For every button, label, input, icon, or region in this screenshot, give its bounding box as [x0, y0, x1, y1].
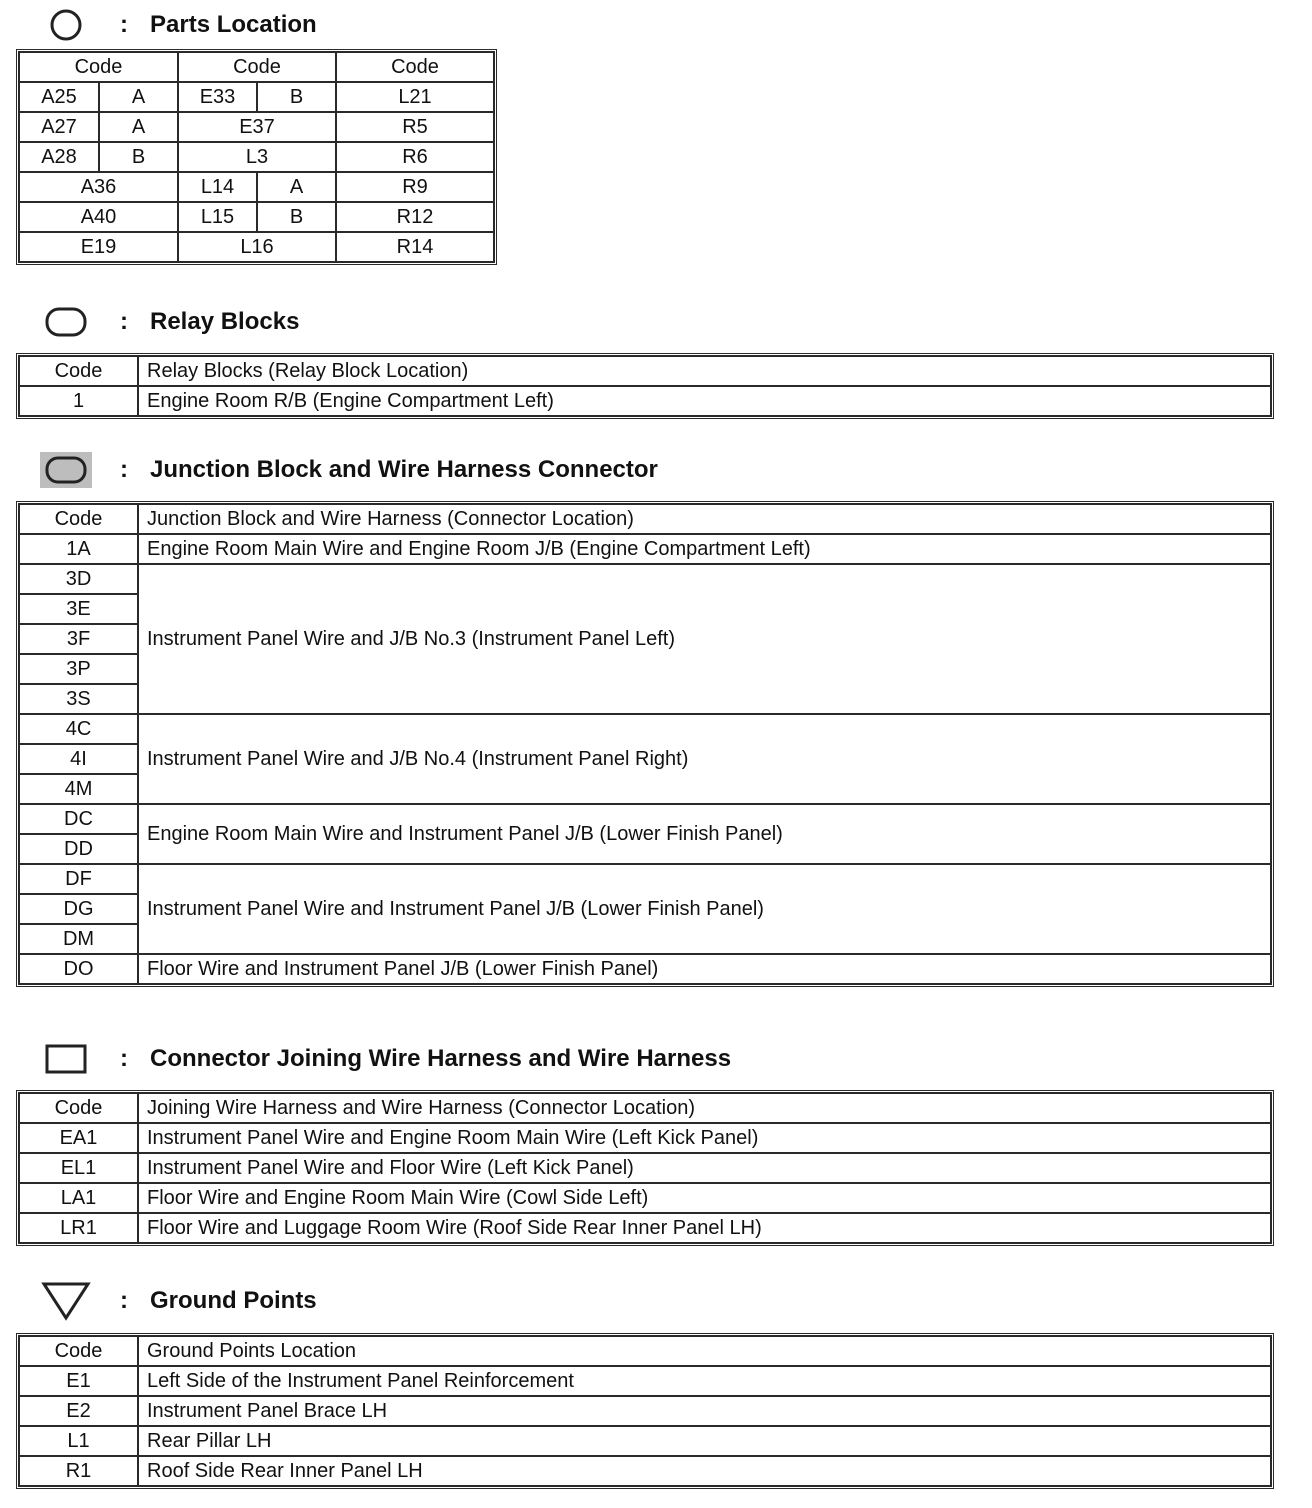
- code-cell: E33: [178, 82, 257, 112]
- code-cell: A40: [19, 202, 178, 232]
- colon: :: [120, 11, 128, 38]
- code-cell: A25: [19, 82, 99, 112]
- code-cell: 3F: [19, 624, 138, 654]
- code-cell: 3S: [19, 684, 138, 714]
- code-cell: B: [257, 202, 336, 232]
- code-cell: DF: [19, 864, 138, 894]
- table-row: [19, 1123, 1271, 1153]
- parts-location-table: [18, 51, 495, 263]
- code-cell: 1A: [19, 534, 138, 564]
- code-cell: 3D: [19, 564, 138, 594]
- location-cell: Floor Wire and Instrument Panel J/B (Lower Finish Panel): [138, 954, 1271, 984]
- location-cell: Instrument Panel Wire and J/B No.4 (Instrument Panel Right): [138, 714, 1271, 804]
- code-cell: L15: [178, 202, 257, 232]
- location-cell: Floor Wire and Luggage Room Wire (Roof Side Rear Inner Panel LH): [138, 1213, 1271, 1243]
- table-row: [19, 82, 494, 112]
- header-cell: Code: [19, 356, 138, 386]
- header-cell: Code: [19, 504, 138, 534]
- table-row: [19, 386, 1271, 416]
- colon: :: [120, 1045, 128, 1072]
- header-cell: Relay Blocks (Relay Block Location): [138, 356, 1271, 386]
- colon: :: [120, 308, 128, 335]
- code-cell: R14: [336, 232, 494, 262]
- table-header-row: [19, 356, 1271, 386]
- location-cell: Instrument Panel Wire and Floor Wire (Left Kick Panel): [138, 1153, 1271, 1183]
- location-cell: Floor Wire and Engine Room Main Wire (Cowl Side Left): [138, 1183, 1271, 1213]
- code-cell: EA1: [19, 1123, 138, 1153]
- connector-joining-table: [18, 1092, 1272, 1244]
- location-cell: Instrument Panel Wire and J/B No.3 (Instrument Panel Left): [138, 564, 1271, 714]
- header-cell: Code: [19, 1093, 138, 1123]
- table-row: [19, 1183, 1271, 1213]
- code-cell: E19: [19, 232, 178, 262]
- code-cell: LR1: [19, 1213, 138, 1243]
- table-row: [19, 1396, 1271, 1426]
- table-row: [19, 142, 494, 172]
- section-title: Ground Points: [150, 1287, 317, 1314]
- code-cell: L16: [178, 232, 336, 262]
- code-cell: R5: [336, 112, 494, 142]
- code-cell: 4M: [19, 774, 138, 804]
- code-cell: 1: [19, 386, 138, 416]
- code-cell: B: [99, 142, 178, 172]
- code-cell: A36: [19, 172, 178, 202]
- table-row: [19, 1366, 1271, 1396]
- ground-points-table: [18, 1335, 1272, 1487]
- ground-points-header: [0, 1281, 900, 1321]
- table-row: [19, 804, 1271, 834]
- table-header-row: [19, 504, 1271, 534]
- relay-blocks-header: [0, 302, 900, 342]
- connector-joining-header: [0, 1039, 900, 1079]
- code-cell: L1: [19, 1426, 138, 1456]
- table-row: [19, 864, 1271, 894]
- header-cell: Junction Block and Wire Harness (Connector Location): [138, 504, 1271, 534]
- location-cell: Left Side of the Instrument Panel Reinforcement: [138, 1366, 1271, 1396]
- colon: :: [120, 1287, 128, 1314]
- junction-block-header: [0, 450, 900, 490]
- header-cell: Code: [19, 1336, 138, 1366]
- code-cell: 4C: [19, 714, 138, 744]
- table-header-row: [19, 1093, 1271, 1123]
- table-row: [19, 564, 1271, 594]
- header-cell: Joining Wire Harness and Wire Harness (Connector Location): [138, 1093, 1271, 1123]
- table-row: [19, 534, 1271, 564]
- code-cell: R1: [19, 1456, 138, 1486]
- table-row: [19, 232, 494, 262]
- code-cell: L14: [178, 172, 257, 202]
- code-cell: 3P: [19, 654, 138, 684]
- table-row: [19, 1456, 1271, 1486]
- relay-blocks-table: [18, 355, 1272, 417]
- header-cell: Code: [19, 52, 178, 82]
- location-cell: Engine Room R/B (Engine Compartment Left): [138, 386, 1271, 416]
- code-cell: L3: [178, 142, 336, 172]
- code-cell: DM: [19, 924, 138, 954]
- code-cell: DC: [19, 804, 138, 834]
- colon: :: [120, 456, 128, 483]
- triangle-down-icon: [38, 1281, 94, 1321]
- table-row: [19, 172, 494, 202]
- table-header-row: [19, 52, 494, 82]
- table-row: [19, 1213, 1271, 1243]
- header-cell: Ground Points Location: [138, 1336, 1271, 1366]
- table-row: [19, 1426, 1271, 1456]
- header-cell: Code: [178, 52, 336, 82]
- code-cell: A27: [19, 112, 99, 142]
- section-title: Parts Location: [150, 11, 317, 38]
- code-cell: 4I: [19, 744, 138, 774]
- header-cell: Code: [336, 52, 494, 82]
- location-cell: Engine Room Main Wire and Engine Room J/B (Engine Compartment Left): [138, 534, 1271, 564]
- junction-block-table: [18, 503, 1272, 985]
- code-cell: A: [99, 82, 178, 112]
- code-cell: DG: [19, 894, 138, 924]
- code-cell: DO: [19, 954, 138, 984]
- table-row: [19, 202, 494, 232]
- code-cell: LA1: [19, 1183, 138, 1213]
- section-title: Connector Joining Wire Harness and Wire Harness: [150, 1045, 732, 1072]
- code-cell: E37: [178, 112, 336, 142]
- location-cell: Rear Pillar LH: [138, 1426, 1271, 1456]
- section-title: Junction Block and Wire Harness Connector: [150, 456, 658, 483]
- code-cell: A: [99, 112, 178, 142]
- location-cell: Instrument Panel Brace LH: [138, 1396, 1271, 1426]
- code-cell: A28: [19, 142, 99, 172]
- circle-icon: [38, 5, 94, 45]
- shaded-rounded-rect-icon: [38, 450, 94, 490]
- code-cell: R9: [336, 172, 494, 202]
- table-row: [19, 954, 1271, 984]
- code-cell: R6: [336, 142, 494, 172]
- location-cell: Instrument Panel Wire and Instrument Panel J/B (Lower Finish Panel): [138, 864, 1271, 954]
- location-cell: Instrument Panel Wire and Engine Room Main Wire (Left Kick Panel): [138, 1123, 1271, 1153]
- code-cell: DD: [19, 834, 138, 864]
- code-cell: L21: [336, 82, 494, 112]
- rectangle-icon: [38, 1039, 94, 1079]
- code-cell: EL1: [19, 1153, 138, 1183]
- section-title: Relay Blocks: [150, 308, 300, 335]
- code-cell: E1: [19, 1366, 138, 1396]
- code-cell: B: [257, 82, 336, 112]
- rounded-rect-icon: [38, 302, 94, 342]
- location-cell: Roof Side Rear Inner Panel LH: [138, 1456, 1271, 1486]
- table-header-row: [19, 1336, 1271, 1366]
- location-cell: Engine Room Main Wire and Instrument Panel J/B (Lower Finish Panel): [138, 804, 1271, 864]
- table-row: [19, 1153, 1271, 1183]
- code-cell: E2: [19, 1396, 138, 1426]
- parts-location-header: [0, 5, 900, 45]
- code-cell: R12: [336, 202, 494, 232]
- table-row: [19, 112, 494, 142]
- table-row: [19, 714, 1271, 744]
- code-cell: A: [257, 172, 336, 202]
- code-cell: 3E: [19, 594, 138, 624]
